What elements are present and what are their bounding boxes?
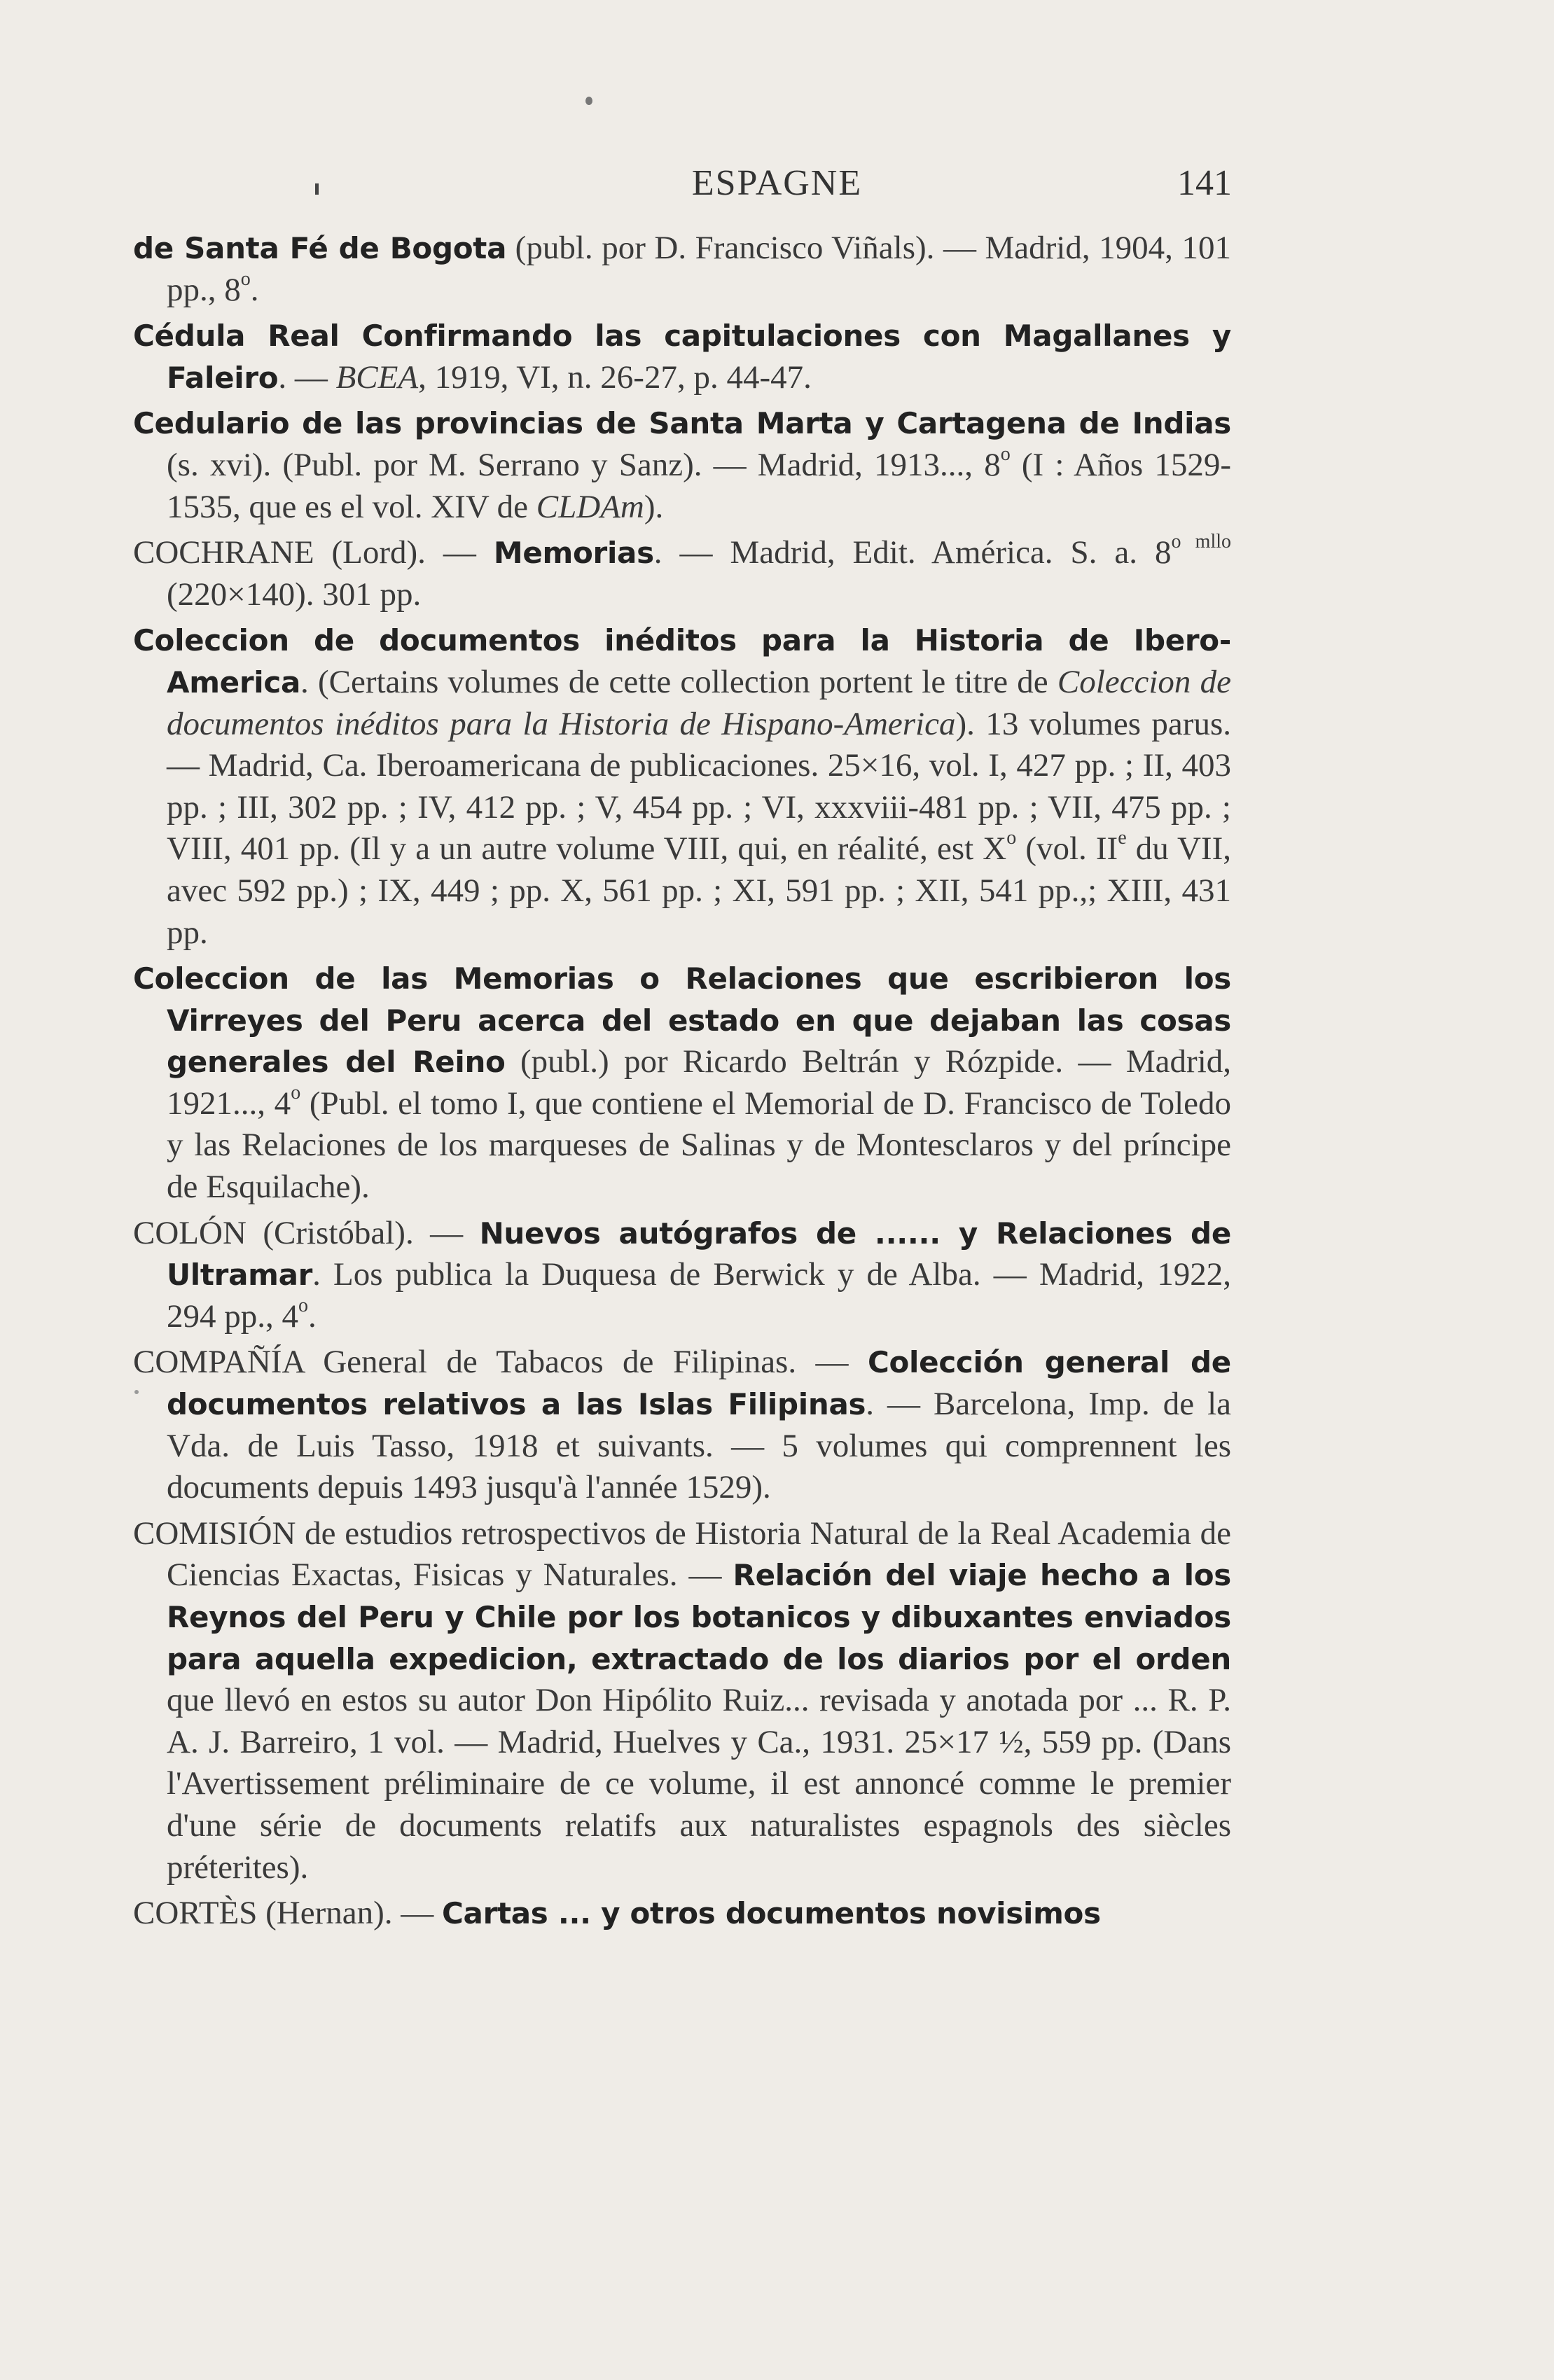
- bibliography-entry: Cedulario de las provincias de Santa Marta y Cartagena de Indias (s. xvi). (Publ. por M. Serrano y Sanz). — Madrid, 1913..., 8$^o$ (I : Años 1529-1535, que es el vol. XIV de CLDAm).: [133, 406, 1231, 525]
- bibliography-entry: COLÓN (Cristóbal). — Nuevos autógrafos de ...... y Relaciones de Ultramar. Los publica la Duquesa de Berwick y de Alba. — Madrid, 1922, 294 pp., 4$^o$.: [133, 1214, 1232, 1335]
- page-speck: [585, 97, 592, 105]
- bibliography-entry: Coleccion de las Memorias o Relaciones que escribieron los Virreyes del Peru acerca del estado en que dejaban las cosas generales del Reino (publ.) por Ricardo Beltrán y Rózpide. — Madrid, 1921..., 4$^o$ (Publ. el tomo I, que contiene el Memorial de D. Francisco de Toledo y las Relaciones de los marqueses de Salinas y de Montesclaros y del príncipe de Esquilache).: [133, 961, 1232, 1206]
- bibliography-entry: Cédula Real Confirmando las capitulaciones con Magallanes y Faleiro. — BCEA, 1919, VI, n. 26-27, p. 44-47.: [133, 319, 1231, 396]
- bibliography-entry: Coleccion de documentos inéditos para la Historia de Ibero-America. (Certains volumes de cette collection portent le titre de Coleccion de documentos inéditos para la Historia de Hispano-America). 13 volumes parus. — Madrid, Ca. Iberoamericana de publicaciones. 25×16, vol. I, 427 pp. ; II, 403 pp. ; III, 302 pp. ; IV, 412 pp. ; V, 454 pp. ; VI, xxxviii-481 pp. ; VII, 475 pp. ; VIII, 401 pp. (Il y a un autre volume VIII, qui, en réalité, est $X^o$ (vol. IIe du VII, avec 592 pp.) ; IX, 449 ; pp. X, 561 pp. ; XI, 591 pp. ; XII, 541 pp.,; XIII, 431 pp.: [133, 623, 1231, 951]
- bibliography-entry: de Santa Fé de Bogota (publ. por D. Francisco Viñals). — Madrid, 1904, 101 pp., 8$^o$.: [133, 230, 1231, 308]
- bibliography-entry: COCHRANE (Lord). — Memorias. — Madrid, Edit. América. S. a. $8^{o mllo}$ (220×140). 301 pp.: [133, 531, 1232, 613]
- bibliography-entry: COMISIÓN de estudios retrospectivos de Historia Natural de la Real Academia de Ciencias Exactas, Fisicas y Naturales. — Relación del viaje hecho a los Reynos del Peru y Chile por los botanicos y dibuxantes enviados para aquella expedicion, extractado de los diarios por el orden que llevó en estos su autor Don Hipólito Ruiz... revisada y anotada por ... R. P. A. J. Barreiro, 1 vol. — Madrid, Huelves y Ca., 1931. 25×17 ½, 559 pp. (Dans l'Avertissement préliminaire de ce volume, il est annoncé comme le premier d'une série de documents relatifs aux naturalistes espagnols des siècles préterites).: [133, 1515, 1231, 1886]
- bibliography-list: [133, 228, 1231, 1939]
- bibliography-entry: CORTÈS (Hernan). — Cartas ... y otros documentos novisimos: [133, 1895, 1101, 1932]
- bibliography-entry: COMPAÑÍA General de Tabacos de Filipinas. — Colección general de documentos relativos a las Islas Filipinas. — Barcelona, Imp. de la Vda. de Luis Tasso, 1918 et suivants. — 5 volumes qui comprennent les documents depuis 1493 jusqu'à l'année 1529).: [133, 1344, 1231, 1506]
- running-header: [0, 162, 1554, 211]
- page-number: 141: [1177, 163, 1232, 203]
- running-title: ESPAGNE: [691, 163, 863, 203]
